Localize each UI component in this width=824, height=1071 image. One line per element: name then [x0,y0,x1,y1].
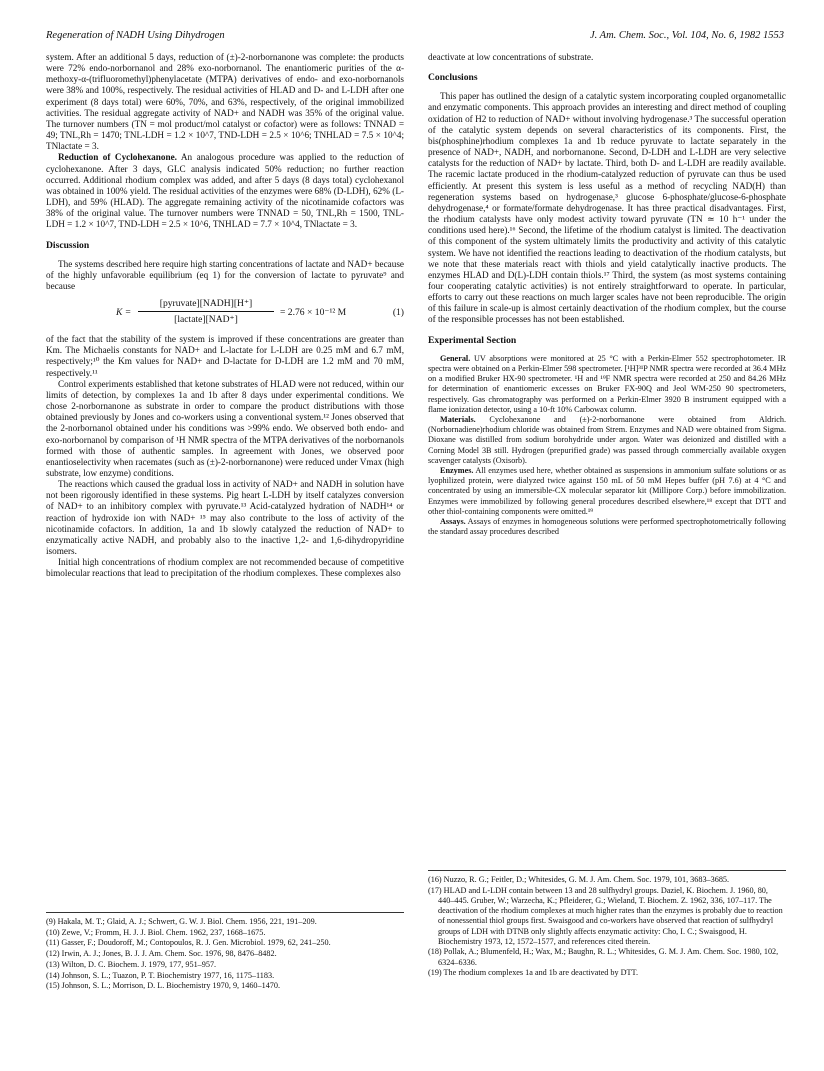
equation-lhs: K = [116,307,132,319]
header-journal: J. Am. Chem. Soc., Vol. 104, No. 6, 1982 1553 [589,30,784,41]
footnote: (16) Nuzzo, R. G.; Feitler, D.; Whitesides, G. M. J. Am. Chem. Soc. 1979, 101, 3683–3685. [428,875,730,884]
paragraph: of the fact that the stability of the system is improved if these concentrations are greater than Km. The Michaelis constants for NAD+ and L-lactate for L-LDH are 0.25 mM and 6.7 mM, respectively;¹⁰ the Km values for NAD+ and D-lactate for D-LDH are 1.2 mM and 70 mM, respectively.¹¹ [46,334,404,378]
footnote: (12) Irwin, A. J.; Jones, B. J. J. Am. Chem. Soc. 1976, 98, 8476–8482. [46,949,277,959]
footnote: (9) Hakala, M. T.; Glaid, A. J.; Schwert, G. W. J. Biol. Chem. 1956, 221, 191–209. [46,917,317,926]
footnote: (19) The rhodium complexes 1a and 1b are deactivated by DTT. [428,968,638,978]
right-column [428,52,786,537]
footnote: (18) Pollak, A.; Blumenfeld, H.; Wax, M.; Baughn, R. L.; Whitesides, G. M. J. Am. Chem. Soc. 1980, 102, 6324–6336. [428,947,779,967]
footnote: (11) Gasser, F.; Doudoroff, M.; Contopoulos, R. J. Gen. Microbiol. 1979, 62, 241–250. [46,938,331,948]
paragraph-materials [428,415,786,466]
equation-fraction [138,298,274,325]
equation-number: (1) [392,307,404,319]
paragraph: Initial high concentrations of rhodium complex are not recommended because of competitive bimolecular reactions that lead to precipitation of the rhodium complexes. These complexes also [46,557,404,579]
run-in-heading: General. [440,353,471,363]
paragraph-text: Cyclohexanone and (±)-2-norbornanone were obtained from Aldrich. (Norbornadiene)rhodium chloride was obtained from Strem. Enzymes and NAD were obtained from Sigma. Dioxane was distilled from sodium borohydride under argon. Water was deionized and distilled with a Corning Model 3B still. Hydrogen (prepurified grade) was passed through commercially available oxygen scavenger catalysts (Oxisorb). [428,414,786,465]
paragraph: Control experiments established that ketone substrates of HLAD were not reduced, within our limits of detection, by complexes 1a and 1b after 8 days under experimental conditions. We chose 2-norbornanone as substrate in order to compare the product distributions with those obtained previously by Jones and co-workers using a conventional system.¹² Jones observed that the 2-norbornanol obtained under his conditions was >99% endo. We observed both endo- and exo-norbornanol by comparison of ¹H NMR spectra of the MTPA derivatives of the norbornanols formed with those of authentic samples. In agreement with Jones, we observed poor enantioselectivity when racemates (such as (±)-2-norbornanone) were reduced under Vmax (high substrate, low enzyme) conditions. [46,378,404,478]
paragraph-text: Assays of enzymes in homogeneous solutions were performed spectrophotometrically following the standard assay procedures described [428,517,786,537]
equation-1 [46,298,404,328]
paragraph: The reactions which caused the gradual loss in activity of NAD+ and NADH in solution have not been rigorously identified in these systems. Pig heart L-LDH by itself catalyzes conversion of NAD+ to an inhibitory complex with pyruvate.¹³ Acid-catalyzed hydration of NADH¹⁴ or reaction of hydroxide ion with NAD+ ¹⁵ may also contribute to the loss of activity of the nicotinamide cofactors. In addition, 1a and 1b slowly catalyzed the reduction of NAD+ to enzymatically active NADH, and probably also to the inactive 1,2- and 1,6-dihydropyridine isomers. [46,479,404,557]
footnote: (10) Zewe, V.; Fromm, H. J. J. Biol. Chem. 1962, 237, 1668–1675. [46,927,266,937]
section-heading-experimental: Experimental Section [428,334,517,346]
paragraph-cyclohexanone [46,152,404,230]
paragraph: deactivate at low concentrations of substrate. [428,52,594,62]
paragraph: The systems described here require high starting concentrations of lactate and NAD+ because of the highly unfavorable equilibrium (eq 1) for the conversion of lactate to pyruvate⁹ and because [46,258,404,291]
paragraph: system. After an additional 5 days, reduction of (±)-2-norbornanone was complete: the products were 72% endo-norbornanol and 28% exo-norbornanol. The enantiomeric purities of the α-methoxy-α-(trifluoromethyl)phenylacetate (MTPA) derivatives of endo- and exo-norbornanols were 38% and 100%, respectively. The residual activities of HLAD and D- and L-LDH after one experiment (8 days total) were 60%, 70%, and 63%, respectively, of the original immobilized activities. The residual aggregate activity of NAD+ and NADH was 35% of the original value. The turnover numbers (TN = mol product/mol catalyst or cofactor) were as follows: TNNAD = 49; TNL,Rh = 1470; TNL-LDH = 1.2 × 10^7, TND-LDH = 2.5 × 10^6; TNHLAD = 7.5 × 10^4; TNlactate = 3. [46,52,404,152]
run-in-heading: Assays. [440,517,466,526]
run-in-heading: Enzymes. [440,465,474,475]
paragraph-text: All enzymes used here, whether obtained as suspensions in ammonium sulfate solutions or as lyophilized protein, were dialyzed twice against 150 mL of 50 mM Hepes buffer (pH 7.6) at 4 °C and concentrated by using an immersible-CX molecular separator kit (Millipore Corp.) before immobilization. Enzymes were immobilized by following general procedures described elsewhere,¹⁸ except that DTT and other thiol-containing components were omitted.¹⁹ [428,465,786,516]
running-header [46,30,784,44]
footnote: (13) Wilton, D. C. Biochem. J. 1979, 177, 951–957. [46,959,217,969]
run-in-heading: Materials. [440,414,476,424]
paragraph-assays [428,517,786,537]
equation-denominator: [lactate][NAD⁺] [174,314,238,326]
run-in-heading: Reduction of Cyclohexanone. [58,152,177,163]
paragraph-general [428,354,786,415]
left-column [46,52,404,580]
equation-value: = 2.76 × 10⁻¹² M [280,307,347,319]
paragraph-text: UV absorptions were monitored at 25 °C with a Perkin-Elmer 552 spectrophotometer. IR spectra were obtained on a Perkin-Elmer 598 spectrometer. [¹H]³¹P NMR spectra were recorded at 36.4 MHz on a modified Bruker HX-90 spectrometer. ¹H and ¹⁹F NMR spectra were recorded at 250 and 84.26 MHz for determination of enantiomeric excesses on Bruker FX-90Q and Jeol WM-250 90 spectrometers, respectively. Gas chromatography was performed on a Perkin-Elmer 3920 B instrument equipped with a flame ionization detector, using a 10-ft 10% Carbowax column. [428,353,786,414]
section-heading-discussion: Discussion [46,239,90,251]
footnote: (14) Johnson, S. L.; Tuazon, P. T. Biochemistry 1977, 16, 1175–1183. [46,970,275,980]
footnote: (15) Johnson, S. L.; Morrison, D. L. Biochemistry 1970, 9, 1460–1470. [46,981,281,991]
section-heading-conclusions: Conclusions [428,72,478,84]
footnotes-right [428,870,786,979]
header-title: Regeneration of NADH Using Dihydrogen [46,30,225,41]
paragraph-enzymes [428,466,786,517]
footnotes-left [46,912,404,992]
equation-numerator: [pyruvate][NADH][H⁺] [138,298,274,312]
footnote: (17) HLAD and L-LDH contain between 13 and 28 sulfhydryl groups. Daziel, K. Biochem. J. 1960, 80, 440–445. Gruber, W.; Warzecha, K.; Pfleiderer, G.; Wieland, T. Biochem. Z. 1962, 336, 107–117. The deactivation of the rhodium complexes at much higher rates than the enzymes is probably due to reaction of nonessential thiol groups first. Swaisgood and co-workers have observed that reaction of sulfhydryl groups of LDH with DTNB only slightly affects enzymatic activity: Cho, I. C.; Swaisgood, H. Biochemistry 1973, 12, 1572–1577, and references cited therein. [428,885,783,946]
paragraph-text: An analogous procedure was applied to the reduction of cyclohexanone. After 3 days, GLC analysis indicated 50% reduction; no further reaction occurred. Additional rhodium complex was added, and after 5 days (8 days total) cyclohexanol was obtained in 100% yield. The residual activities of the enzymes were 68% (D-LDH), 62% (L-LDH), and 59% (HLAD). The aggregate remaining activity of the nicotinamide cofactors was 38% of the original value. The turnover numbers were TNNAD = 50, TNL,Rh = 1500, TNL-LDH = 1.2 × 10^7, TND-LDH = 2.5 × 10^6, TNHLAD = 7.7 × 10^4, TNlactate = 3. [46,152,404,230]
paragraph: This paper has outlined the design of a catalytic system incorporating coupled organometallic and enzymatic components. This approach provides an interesting and direct method of coupling oxidation of H2 to reduction of NAD+ without involving hydrogenase.³ The successful operation of the catalytic system depends on several characteristics of its components. First, the bis(phosphine)rhodium complexes 1a and 1b reduce pyruvate to lactate separately in the presence of NAD+, NADH, and norbornanone. Second, D-LDH and L-LDH are very selective catalysts for the reduction of NAD+ by lactate. Third, both D- and L-LDH are readily available. The racemic lactate produced in the rhodium-catalyzed reduction of pyruvate can thus be used efficiently. At present this system is less useful as a method of recycling NAD(H) than regeneration systems based on hydrogenase,³ glucose 6-phosphate/glucose-6-phosphate dehydrogenase,⁴ or formate/formate dehydrogenase. It has three practical disadvantages. First, the rhodium catalysts have only modest activity toward pyruvate (TN ≃ 10 h⁻¹ under the conditions used here).¹⁶ Second, the lifetime of the rhodium catalyst is limited. The deactivation of this component of the system ultimately limits the productivity and activity of this catalytic system. We have not identified the reactions leading to deactivation of the rhodium catalysts, but we note that these materials react with thiols and yield catalytically inactive products. The enzymes HLAD and D(L)-LDH contain thiols.¹⁷ Third, the system (as most systems containing four cooperating catalytic activities) is not entirely straightforward to operate. In particular, efforts to carry out these reactions on much larger scales have not been reproducible. The origin of this failure in scale-up is almost certainly deactivation of the rhodium complex, but the course of the responsible processes has not been established. [428,91,786,325]
